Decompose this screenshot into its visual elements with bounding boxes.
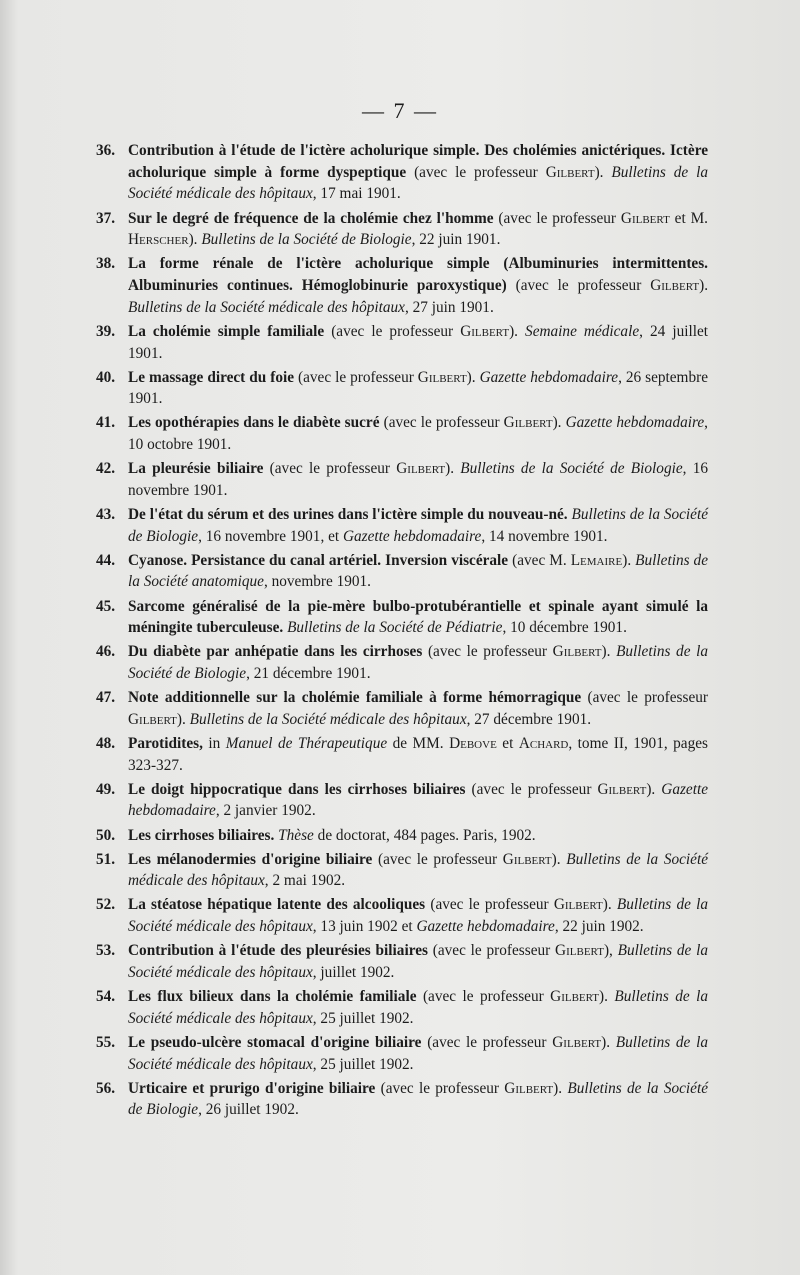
journal-name: Bulletins de la Société de Biologie bbox=[201, 231, 412, 249]
entry-number: 36. bbox=[96, 142, 116, 159]
list-item: 48. Parotidites, in Manuel de Thérapeutique de MM. Debove et Achard, tome II, 1901, pages 323-327. bbox=[96, 734, 708, 774]
list-item: 49. Le doigt hippocratique dans les cirrhoses biliaires (avec le professeur Gilbert). Gazette hebdomadaire, 2 janvier 1902. bbox=[96, 780, 708, 820]
list-item: 42. La pleurésie biliaire (avec le professeur Gilbert). Bulletins de la Société de Biologie, 16 novembre 1901. bbox=[96, 460, 708, 499]
journal-name: Semaine médicale bbox=[525, 322, 640, 340]
entry-title: Les mélanodermies d'origine biliaire bbox=[128, 850, 373, 868]
entry-number: 48. bbox=[96, 734, 116, 752]
entry-number: 55. bbox=[96, 1033, 116, 1051]
entry-number: 53. bbox=[96, 942, 116, 960]
author-name: Gilbert bbox=[545, 163, 595, 181]
journal-name: Bulletins de la Société médicale des hôpitaux bbox=[128, 988, 708, 1027]
entry-title: Parotidites, bbox=[128, 734, 203, 752]
entry-number: 39. bbox=[96, 322, 116, 340]
entry-number: 56. bbox=[96, 1079, 116, 1097]
author-name: Debove bbox=[449, 734, 497, 752]
entry-title: Sur le degré de fréquence de la cholémie chez l'homme bbox=[128, 209, 494, 227]
entry-title: Les opothérapies dans le diabète sucré bbox=[128, 414, 380, 432]
journal-name: Bulletins de la Société médicale des hôpitaux bbox=[128, 942, 708, 981]
entry-title: Les flux bilieux dans la cholémie familiale bbox=[128, 988, 417, 1006]
entry-title: Du diabète par anhépatie dans les cirrhoses bbox=[128, 643, 423, 661]
author-name: Gilbert bbox=[597, 780, 647, 798]
list-item: 38. La forme rénale de l'ictère acholurique simple (Albuminuries intermittentes. Albuminuries continues. Hémoglobinurie paroxystique) (avec le professeur Gilbert). Bulletins de la Société médicale des hôpitaux, 27 juin 1901. bbox=[96, 255, 709, 316]
author-name: Gilbert bbox=[417, 368, 467, 386]
entry-title: Le massage direct du foie bbox=[128, 368, 295, 386]
entry-title: De l'état du sérum et des urines dans l'ictère simple du nouveau-né. bbox=[128, 505, 568, 523]
entry-title: Urticaire et prurigo d'origine biliaire bbox=[128, 1079, 376, 1097]
entry-number: 37. bbox=[96, 209, 116, 227]
journal-name: Bulletins de la Société anatomique bbox=[128, 551, 708, 591]
entry-number: 40. bbox=[96, 368, 116, 386]
journal-name: Gazette hebdomadaire bbox=[342, 527, 482, 545]
author-name: Achard bbox=[518, 734, 569, 752]
list-item: 56. Urticaire et prurigo d'origine biliaire (avec le professeur Gilbert). Bulletins de la Société de Biologie, 26 juillet 1902. bbox=[96, 1079, 709, 1119]
journal-name: Bulletins de la Société de Pédiatrie bbox=[287, 619, 503, 637]
journal-name: Gazette hebdomadaire bbox=[416, 918, 555, 936]
author-name: Gilbert bbox=[555, 942, 604, 960]
author-name: Lemaire bbox=[570, 551, 623, 569]
entry-title: Le doigt hippocratique dans les cirrhoses biliaires bbox=[128, 780, 466, 798]
list-item: 44. Cyanose. Persistance du canal artériel. Inversion viscérale (avec M. Lemaire). Bulletins de la Société anatomique, novembre 1901. bbox=[96, 551, 708, 591]
author-name: Gilbert bbox=[504, 1079, 554, 1097]
entry-title: Cyanose. Persistance du canal artériel. Inversion viscérale bbox=[128, 551, 509, 569]
journal-name: Bulletins de la Société médicale des hôpitaux bbox=[128, 850, 709, 890]
journal-name: Gazette hebdomadaire bbox=[565, 414, 705, 432]
entry-number: 44. bbox=[96, 551, 116, 569]
page-number: — 7 — bbox=[362, 98, 438, 123]
journal-name: Bulletins de la Société médicale des hôpitaux bbox=[128, 163, 708, 203]
entry-title: La forme rénale de l'ictère acholurique simple (Albuminuries intermittentes. Albuminuries continues. Hémoglobinurie paroxystique) bbox=[128, 255, 708, 294]
list-item: 51. Les mélanodermies d'origine biliaire (avec le professeur Gilbert). Bulletins de la Société médicale des hôpitaux, 2 mai 1902. bbox=[96, 850, 709, 890]
entry-title: La pleurésie biliaire bbox=[128, 460, 264, 478]
author-name: Gilbert bbox=[502, 850, 552, 868]
journal-name: Bulletins de la Société de Biologie bbox=[128, 643, 709, 683]
thesis-label: Thèse bbox=[278, 826, 314, 844]
book-title: Manuel de Thérapeutique bbox=[225, 734, 388, 752]
list-item: 39. La cholémie simple familiale (avec le professeur Gilbert). Semaine médicale, 24 juillet 1901. bbox=[96, 322, 709, 362]
entry-title: Note additionnelle sur la cholémie familiale à forme hémorragique bbox=[128, 689, 582, 707]
list-item: 37. Sur le degré de fréquence de la cholémie chez l'homme (avec le professeur Gilbert et M. Herscher). Bulletins de la Société de Biologie, 22 juin 1901. bbox=[96, 209, 709, 249]
journal-name: Gazette hebdomadaire bbox=[128, 780, 708, 820]
entry-number: 47. bbox=[96, 689, 116, 707]
journal-name: Bulletins de la Société de Biologie bbox=[460, 460, 683, 478]
entry-title: Les cirrhoses biliaires. bbox=[128, 826, 275, 844]
journal-name: Bulletins de la Société médicale des hôpitaux bbox=[189, 710, 467, 728]
list-item: 43. De l'état du sérum et des urines dans l'ictère simple du nouveau-né. Bulletins de la Société de Biologie, 16 novembre 1901, et Gazette hebdomadaire, 14 novembre 1901. bbox=[96, 505, 709, 545]
entry-number: 43. bbox=[96, 505, 116, 523]
bibliography-list bbox=[96, 140, 708, 1123]
list-item: 47. Note additionnelle sur la cholémie familiale à forme hémorragique (avec le professeur Gilbert). Bulletins de la Société médicale des hôpitaux, 27 décembre 1901. bbox=[96, 689, 708, 728]
list-item: 46. Du diabète par anhépatie dans les cirrhoses (avec le professeur Gilbert). Bulletins de la Société de Biologie, 21 décembre 1901. bbox=[96, 643, 709, 683]
journal-name: Gazette hebdomadaire bbox=[479, 368, 619, 386]
list-item: 45. Sarcome généralisé de la pie-mère bulbo-protubérantielle et spinale ayant simulé la méningite tuberculeuse. Bulletins de la Société de Pédiatrie, 10 décembre 1901. bbox=[96, 597, 708, 637]
author-name: Herscher bbox=[128, 231, 189, 249]
list-item: 55. Le pseudo-ulcère stomacal d'origine biliaire (avec le professeur Gilbert). Bulletins de la Société médicale des hôpitaux, 25 juillet 1902. bbox=[96, 1033, 708, 1073]
author-name: Gilbert bbox=[550, 988, 600, 1006]
list-item: 54. Les flux bilieux dans la cholémie familiale (avec le professeur Gilbert). Bulletins de la Société médicale des hôpitaux, 25 juillet 1902. bbox=[96, 988, 708, 1027]
entry-number: 45. bbox=[96, 597, 116, 615]
author-name: Gilbert bbox=[620, 209, 670, 227]
author-name: Gilbert bbox=[396, 460, 446, 478]
author-name: Gilbert bbox=[553, 896, 603, 914]
list-item: 40. Le massage direct du foie (avec le professeur Gilbert). Gazette hebdomadaire, 26 septembre 1901. bbox=[96, 368, 708, 408]
entry-title: Sarcome généralisé de la pie-mère bulbo-protubérantielle et spinale ayant simulé la méningite tuberculeuse. bbox=[128, 597, 708, 637]
author-name: Gilbert bbox=[650, 277, 700, 294]
list-item: 52. La stéatose hépatique latente des alcooliques (avec le professeur Gilbert). Bulletins de la Société médicale des hôpitaux, 13 juin 1902 et Gazette hebdomadaire, 22 juin 1902. bbox=[96, 896, 708, 936]
entry-number: 49. bbox=[96, 780, 116, 798]
author-name: Gilbert bbox=[552, 643, 602, 661]
entry-number: 54. bbox=[96, 988, 116, 1006]
entry-number: 52. bbox=[96, 896, 116, 914]
entry-number: 41. bbox=[96, 414, 116, 432]
entry-number: 50. bbox=[96, 826, 116, 844]
entry-title: Le pseudo-ulcère stomacal d'origine biliaire bbox=[128, 1033, 422, 1051]
entry-number: 51. bbox=[96, 850, 116, 868]
list-item: 36. Contribution à l'étude de l'ictère acholurique simple. Des cholémies anictériques. Ictère acholurique simple à forme dyspeptique (avec le professeur Gilbert). Bulletins de la Société médicale des hôpitaux, 17 mai 1901. bbox=[96, 142, 708, 203]
entry-title: Contribution à l'étude des pleurésies biliaires bbox=[128, 942, 428, 960]
entry-number: 42. bbox=[96, 460, 116, 478]
entry-title: La cholémie simple familiale bbox=[128, 322, 325, 340]
list-item: 50. Les cirrhoses biliaires. Thèse de doctorat, 484 pages. Paris, 1902. bbox=[96, 825, 708, 847]
list-item: 53. Contribution à l'étude des pleurésies biliaires (avec le professeur Gilbert), Bulletins de la Société médicale des hôpitaux, juillet 1902. bbox=[96, 942, 708, 981]
entry-number: 38. bbox=[96, 255, 116, 273]
author-name: Gilbert bbox=[552, 1033, 602, 1051]
list-item: 41. Les opothérapies dans le diabète sucré (avec le professeur Gilbert). Gazette hebdomadaire, 10 octobre 1901. bbox=[96, 414, 708, 454]
journal-name: Bulletins de la Société médicale des hôpitaux bbox=[128, 896, 708, 936]
entry-number: 46. bbox=[96, 643, 116, 661]
author-name: Gilbert bbox=[503, 414, 553, 432]
journal-name: Bulletins de la Société médicale des hôpitaux bbox=[128, 1033, 708, 1073]
journal-name: Bulletins de la Société de Biologie bbox=[128, 1079, 709, 1119]
journal-name: Bulletins de la Société médicale des hôpitaux bbox=[128, 298, 405, 316]
entry-title: Contribution à l'étude de l'ictère acholurique simple. Des cholémies anictériques. Ictère acholurique simple à forme dyspeptique bbox=[128, 142, 708, 181]
entry-title: La stéatose hépatique latente des alcooliques bbox=[128, 896, 426, 914]
author-name: Gilbert bbox=[128, 710, 177, 728]
journal-name: Bulletins de la Société de Biologie bbox=[128, 505, 709, 545]
author-name: Gilbert bbox=[460, 322, 510, 340]
